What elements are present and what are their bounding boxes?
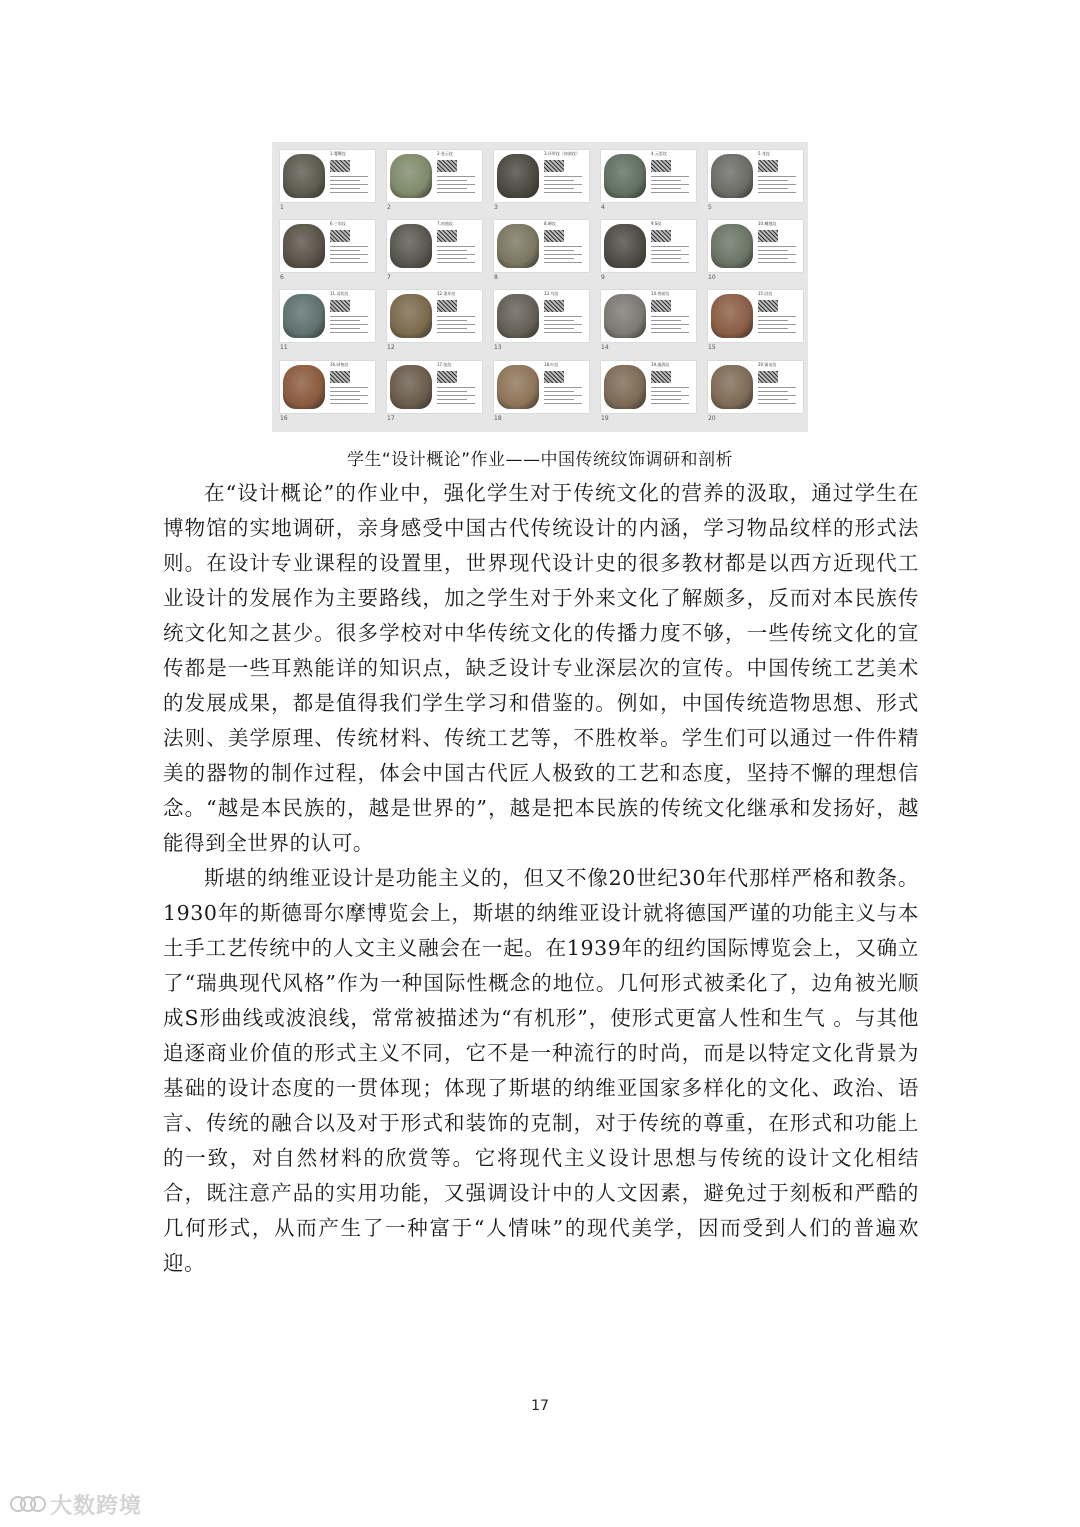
slide-number: 6 <box>280 274 284 281</box>
slide-number: 15 <box>708 344 716 351</box>
text-line <box>651 387 689 388</box>
text-line <box>437 320 467 321</box>
pattern-swatch <box>544 230 564 242</box>
pattern-swatch <box>437 371 457 383</box>
text-line <box>758 184 796 185</box>
text-line <box>330 332 368 333</box>
text-line <box>651 316 689 317</box>
slide-number: 18 <box>494 415 502 422</box>
text-line <box>651 328 681 329</box>
text-line <box>330 316 368 317</box>
pattern-swatch <box>437 160 457 172</box>
slide-thumbnail <box>280 150 375 202</box>
slide-thumbnail <box>280 361 375 413</box>
artifact-photo <box>497 365 539 409</box>
paragraph-2: 斯堪的纳维亚设计是功能主义的，但又不像20世纪30年代那样严格和教条。1930年的斯德哥尔摩博览会上，斯堪的纳维亚设计就将德国严谨的功能主义与本土手工艺传统中的人文主义融会在一起。在1939年的纽约国际博览会上，又确立了“瑞典现代风格”作为一种国际性概念的地位。几何形式被柔化了，边角被光顺成S形曲线或波浪线，常常被描述为“有机形”，使形式更富人性和生气 。与其他追逐商业价值的形式主义不同，它不是一种流行的时尚，而是以特定文化背景为基础的设计态度的一贯体现；体现了斯堪的纳维亚国家多样化的文化、政治、语言、传统的融合以及对于形式和装饰的克制，对于传统的尊重，在形式和功能上的一致，对自然材料的欣赏等。它将现代主义设计思想与传统的设计文化相结合，既注意产品的实用功能，又强调设计中的人文因素，避免过于刻板和严酷的几何形式，从而产生了一种富于“人情味”的现代美学，因而受到人们的普遍欢迎。 <box>163 866 919 1275</box>
paragraph-1: 在“设计概论”的作业中，强化学生对于传统文化的营养的汲取，通过学生在博物馆的实地调研，亲身感受中国古代传统设计的内涵，学习物品纹样的形式法则。在设计专业课程的设置里，世界现代设计史的很多教材都是以西方近现代工业设计的发展作为主要路线，加之学生对于外来文化了解颇多，反而对本民族传统文化知之甚少。很多学校对中华传统文化的传播力度不够，一些传统文化的宣传都是一些耳熟能详的知识点，缺乏设计专业深层次的宣传。中国传统工艺美术的发展成果，都是值得我们学生学习和借鉴的。例如，中国传统造物思想、形式法则、美学原理、传统材料、传统工艺等，不胜枚举。学生们可以通过一件件精美的器物的制作过程，体会中国古代匠人极致的工艺和态度，坚持不懈的理想信念。“越是本民族的，越是世界的”，越是把本民族的传统文化继承和发扬好，越能得到全世界的认可。 <box>163 481 919 855</box>
text-line <box>758 395 796 396</box>
text-line <box>330 246 368 247</box>
text-line <box>437 328 467 329</box>
text-line <box>330 387 368 388</box>
text-line <box>437 188 467 189</box>
artifact-photo <box>390 294 432 338</box>
text-line <box>758 391 788 392</box>
text-line <box>437 387 475 388</box>
text-line <box>651 246 689 247</box>
artifact-photo <box>711 365 753 409</box>
slide-grid-figure <box>272 142 808 432</box>
text-line <box>544 320 574 321</box>
slide-number: 8 <box>494 274 498 281</box>
artifact-photo <box>283 294 325 338</box>
text-line <box>758 246 796 247</box>
pattern-swatch <box>330 160 350 172</box>
text-line <box>544 316 582 317</box>
text-line <box>651 399 681 400</box>
text-line <box>758 180 788 181</box>
slide-title: 9.S纹 <box>651 221 662 226</box>
slide-thumbnail <box>280 220 375 272</box>
pattern-swatch <box>758 230 778 242</box>
slide-number: 12 <box>387 344 395 351</box>
artifact-photo <box>604 154 646 198</box>
text-line <box>437 258 467 259</box>
artifact-photo <box>390 224 432 268</box>
slide-title: 16.网格纹 <box>330 362 349 367</box>
text-line <box>651 320 681 321</box>
slide-thumbnail <box>601 361 696 413</box>
slide-title: 8.蝉纹 <box>544 221 556 226</box>
text-line <box>544 246 582 247</box>
slide-number: 10 <box>708 274 716 281</box>
artifact-photo <box>604 224 646 268</box>
text-line <box>330 395 368 396</box>
pattern-swatch <box>330 300 350 312</box>
text-line <box>330 188 360 189</box>
slide-title: 11.羽状纹 <box>330 291 349 296</box>
text-line <box>758 258 788 259</box>
slide-number: 3 <box>494 204 498 211</box>
pattern-swatch <box>758 160 778 172</box>
text-line <box>544 399 574 400</box>
artifact-photo <box>497 154 539 198</box>
text-line <box>651 254 689 255</box>
artifact-photo <box>390 154 432 198</box>
text-line <box>330 324 368 325</box>
slide-thumbnail <box>387 220 482 272</box>
text-line <box>437 250 467 251</box>
text-line <box>651 176 689 177</box>
slide-title: 14.兽面纹 <box>651 291 670 296</box>
artifact-photo <box>604 365 646 409</box>
text-line <box>544 328 574 329</box>
slide-title: 12.重环纹 <box>437 291 456 296</box>
text-line <box>758 403 796 404</box>
pattern-swatch <box>544 160 564 172</box>
pattern-swatch <box>651 371 671 383</box>
slide-number: 20 <box>708 415 716 422</box>
slide-title: 3.环带纹（窃曲纹） <box>544 151 580 156</box>
pattern-swatch <box>758 371 778 383</box>
text-line <box>437 324 475 325</box>
text-line <box>544 332 582 333</box>
slide-number: 4 <box>601 204 605 211</box>
slide-thumbnail <box>601 220 696 272</box>
text-line <box>437 192 475 193</box>
artifact-photo <box>283 224 325 268</box>
watermark-logo-icon <box>10 1492 44 1516</box>
slide-title: 2.卷云纹 <box>437 151 453 156</box>
text-line <box>437 395 475 396</box>
artifact-photo <box>283 365 325 409</box>
slide-number: 7 <box>387 274 391 281</box>
text-line <box>544 188 574 189</box>
text-line <box>437 262 475 263</box>
text-line <box>651 324 689 325</box>
slide-title: 19.漩涡纹 <box>651 362 670 367</box>
text-line <box>758 188 788 189</box>
slide-thumbnail <box>387 150 482 202</box>
text-line <box>651 332 689 333</box>
slide-title: 13.鸟纹 <box>544 291 559 296</box>
text-line <box>544 184 582 185</box>
text-line <box>437 180 467 181</box>
text-line <box>651 395 689 396</box>
body-text <box>163 476 919 1281</box>
text-line <box>330 176 368 177</box>
text-line <box>330 262 368 263</box>
text-line <box>758 316 796 317</box>
text-line <box>330 320 360 321</box>
slide-number: 19 <box>601 415 609 422</box>
text-line <box>437 254 475 255</box>
text-line <box>651 180 681 181</box>
text-line <box>758 254 796 255</box>
slide-thumbnail <box>708 150 803 202</box>
text-line <box>330 254 368 255</box>
slide-number: 16 <box>280 415 288 422</box>
text-line <box>651 192 689 193</box>
slide-thumbnail <box>708 290 803 342</box>
pattern-swatch <box>544 300 564 312</box>
slide-title: 1.饕餮纹 <box>330 151 346 156</box>
slide-number: 5 <box>708 204 712 211</box>
text-line <box>758 387 796 388</box>
slide-thumbnail <box>494 150 589 202</box>
slide-title: 6.三角纹 <box>330 221 346 226</box>
pattern-swatch <box>651 230 671 242</box>
pattern-swatch <box>330 371 350 383</box>
text-line <box>651 391 681 392</box>
text-line <box>651 188 681 189</box>
slide-number: 11 <box>280 344 288 351</box>
artifact-photo <box>711 154 753 198</box>
text-line <box>330 403 368 404</box>
figure-caption: 学生“设计概论”作业——中国传统纹饰调研和剖析 <box>346 450 734 470</box>
text-line <box>437 184 475 185</box>
text-line <box>437 332 475 333</box>
pattern-swatch <box>330 230 350 242</box>
text-line <box>544 387 582 388</box>
pattern-swatch <box>437 230 457 242</box>
artifact-photo <box>711 294 753 338</box>
text-line <box>437 246 475 247</box>
slide-title: 18.叶纹 <box>544 362 559 367</box>
slide-title: 5.龙纹 <box>758 151 770 156</box>
pattern-swatch <box>437 300 457 312</box>
slide-thumbnail <box>494 361 589 413</box>
text-line <box>758 176 796 177</box>
artifact-photo <box>390 365 432 409</box>
artifact-photo <box>283 154 325 198</box>
text-line <box>544 324 582 325</box>
text-line <box>758 250 788 251</box>
artifact-photo <box>497 224 539 268</box>
text-line <box>437 391 467 392</box>
pattern-swatch <box>544 371 564 383</box>
slide-thumbnail <box>601 290 696 342</box>
text-line <box>544 391 574 392</box>
text-line <box>544 258 574 259</box>
slide-title: 10.蟠虺纹 <box>758 221 777 226</box>
slide-thumbnail <box>387 290 482 342</box>
slide-thumbnail <box>387 361 482 413</box>
text-line <box>544 180 574 181</box>
slide-number: 13 <box>494 344 502 351</box>
slide-thumbnail <box>708 220 803 272</box>
text-line <box>758 192 796 193</box>
text-line <box>758 262 796 263</box>
artifact-photo <box>604 294 646 338</box>
text-line <box>544 192 582 193</box>
text-line <box>330 184 368 185</box>
text-line <box>651 262 689 263</box>
slide-thumbnail <box>708 361 803 413</box>
text-line <box>544 262 582 263</box>
text-line <box>330 192 368 193</box>
slide-title: 20.锯齿纹 <box>758 362 777 367</box>
text-line <box>651 403 689 404</box>
text-line <box>330 180 360 181</box>
pattern-swatch <box>651 300 671 312</box>
text-line <box>330 399 360 400</box>
text-line <box>758 324 796 325</box>
slide-number: 17 <box>387 415 395 422</box>
pattern-swatch <box>758 300 778 312</box>
text-line <box>758 332 796 333</box>
slide-thumbnail <box>494 290 589 342</box>
slide-thumbnail <box>494 220 589 272</box>
slide-title: 4.云雷纹 <box>651 151 667 156</box>
slide-number: 2 <box>387 204 391 211</box>
text-line <box>437 399 467 400</box>
text-line <box>544 250 574 251</box>
text-line <box>758 320 788 321</box>
text-line <box>437 316 475 317</box>
text-line <box>758 328 788 329</box>
watermark <box>10 1490 142 1518</box>
slide-thumbnail <box>601 150 696 202</box>
artifact-photo <box>497 294 539 338</box>
text-line <box>437 403 475 404</box>
text-line <box>544 395 582 396</box>
slide-title: 15.回纹 <box>758 291 773 296</box>
slide-title: 17.弦纹 <box>437 362 452 367</box>
text-line <box>330 258 360 259</box>
text-line <box>544 254 582 255</box>
slide-thumbnail <box>280 290 375 342</box>
text-line <box>651 258 681 259</box>
text-line <box>544 403 582 404</box>
text-line <box>330 391 360 392</box>
slide-number: 14 <box>601 344 609 351</box>
text-line <box>758 399 788 400</box>
slide-number: 1 <box>280 204 284 211</box>
text-line <box>330 250 360 251</box>
page-number: 17 <box>531 1398 549 1414</box>
slide-number: 9 <box>601 274 605 281</box>
watermark-text: 大数跨境 <box>50 1493 143 1519</box>
artifact-photo <box>711 224 753 268</box>
text-line <box>651 250 681 251</box>
text-line <box>544 176 582 177</box>
pattern-swatch <box>651 160 671 172</box>
slide-title: 7.窃曲纹 <box>437 221 453 226</box>
text-line <box>330 328 360 329</box>
text-line <box>437 176 475 177</box>
text-line <box>651 184 689 185</box>
